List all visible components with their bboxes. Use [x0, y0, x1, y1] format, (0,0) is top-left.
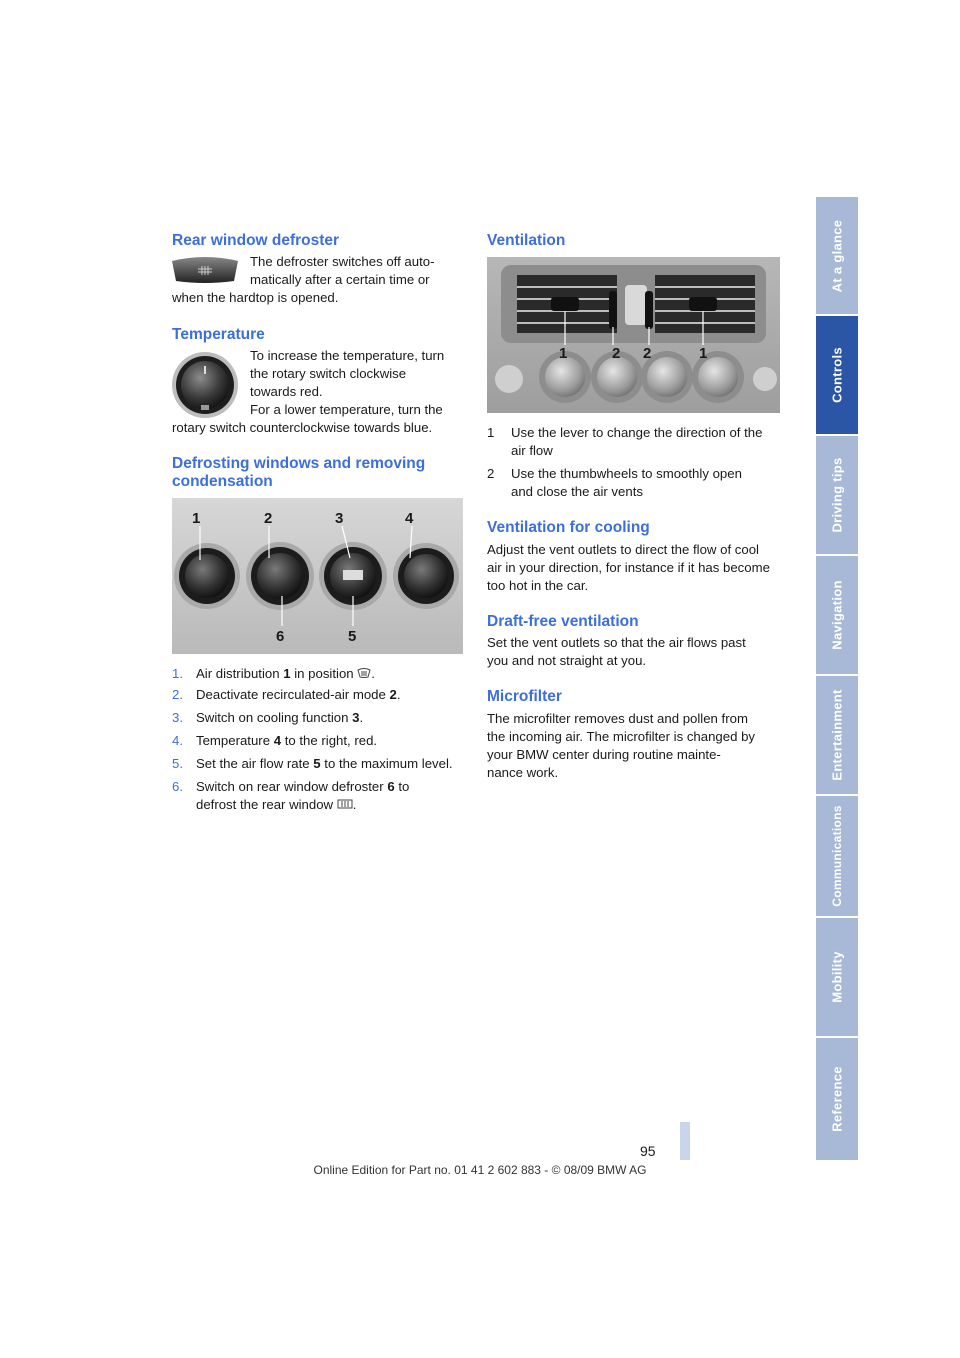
step-text: .	[371, 666, 375, 681]
tab-controls[interactable]	[816, 316, 858, 434]
callout-1: 1	[192, 510, 201, 527]
item-text: Use the thumbwheels to smoothly open	[511, 466, 742, 481]
tab-label: Communications	[830, 805, 844, 907]
rear-defroster-text-3: when the hardtop is opened.	[172, 290, 339, 305]
page-number: 95	[640, 1143, 656, 1159]
climate-control-panel-photo	[172, 498, 463, 654]
tab-label: Reference	[829, 1066, 845, 1132]
defrost-step-6	[172, 778, 472, 818]
step-number: 1.	[172, 666, 183, 681]
vent-callout-2-left: 2	[612, 345, 621, 362]
step-number: 2.	[172, 687, 183, 702]
step-text: defrost the rear window	[196, 797, 337, 812]
item-text: and close the air vents	[511, 484, 643, 499]
rear-window-defroster-icon	[337, 797, 353, 809]
tab-label: Entertainment	[829, 689, 845, 781]
callout-5: 5	[348, 628, 357, 645]
tab-label: Mobility	[829, 951, 845, 1003]
step-ref: 3	[352, 710, 360, 725]
step-number: 6.	[172, 779, 183, 794]
step-text: Temperature	[196, 733, 274, 748]
temperature-knob-image	[170, 350, 240, 420]
tab-label: Navigation	[829, 580, 845, 650]
air-distribution-windshield-icon	[357, 666, 371, 678]
step-ref: 6	[387, 779, 395, 794]
defrost-heading-line2: condensation	[172, 473, 273, 490]
step-text: .	[352, 797, 357, 812]
step-text: to	[394, 779, 410, 794]
microfilter-text-2: the incoming air. The microfilter is changed by	[487, 729, 756, 744]
step-text: .	[359, 710, 364, 725]
microfilter-text-3: your BMW center during routine mainte-	[487, 747, 721, 762]
callout-4: 4	[405, 510, 414, 527]
tab-reference[interactable]	[816, 1038, 858, 1160]
step-text: to the maximum level.	[320, 756, 453, 771]
temperature-text-2: the rotary switch clockwise	[250, 366, 407, 381]
air-vents-photo	[487, 257, 780, 413]
step-text: Deactivate recirculated-air mode	[196, 687, 390, 702]
step-number: 4.	[172, 733, 183, 748]
step-text: in position	[290, 666, 358, 681]
ventilation-cooling-heading: Ventilation for cooling	[487, 519, 650, 536]
callout-3: 3	[335, 510, 344, 527]
tab-entertainment[interactable]	[816, 676, 858, 794]
step-number: 3.	[172, 710, 183, 725]
footer-edition-text: Online Edition for Part no. 01 41 2 602 883 - © 08/09 BMW AG	[313, 1163, 647, 1177]
microfilter-text-4: nance work.	[487, 765, 559, 780]
step-ref: 2	[389, 687, 397, 702]
tab-communications[interactable]	[816, 796, 858, 916]
step-text: Air distribution	[196, 666, 284, 681]
rear-defroster-text-2: matically after a certain time or	[250, 272, 430, 287]
callout-6: 6	[276, 628, 285, 645]
tab-mobility[interactable]	[816, 918, 858, 1036]
tab-label: Driving tips	[829, 457, 845, 533]
draft-text-1: Set the vent outlets so that the air flows past	[487, 635, 746, 650]
microfilter-heading: Microfilter	[487, 688, 562, 705]
vent-callout-1-right: 1	[699, 345, 708, 362]
temperature-text-3: towards red.	[250, 384, 323, 399]
vent-callout-1-left: 1	[559, 345, 568, 362]
rear-defroster-button-image	[170, 255, 240, 285]
step-number: 5.	[172, 756, 183, 771]
draft-free-heading: Draft-free ventilation	[487, 613, 639, 630]
temperature-text-1: To increase the temperature, turn	[250, 348, 445, 363]
microfilter-text-1: The microfilter removes dust and pollen from	[487, 711, 748, 726]
tab-label: At a glance	[829, 219, 845, 292]
item-text: Use the lever to change the direction of the	[511, 425, 763, 440]
step-ref: 5	[313, 756, 321, 771]
step-text: Set the air flow rate	[196, 756, 314, 771]
vent-callout-2-right: 2	[643, 345, 652, 362]
item-number: 2	[487, 466, 495, 481]
rear-defroster-heading: Rear window defroster	[172, 232, 340, 249]
step-text: Switch on rear window defroster	[196, 779, 388, 794]
temperature-text-4: For a lower temperature, turn the	[250, 402, 443, 417]
step-text: Switch on cooling function	[196, 710, 353, 725]
tab-label: Controls	[829, 347, 845, 403]
callout-2: 2	[264, 510, 273, 527]
item-number: 1	[487, 425, 495, 440]
tab-at-a-glance[interactable]	[816, 197, 858, 314]
tab-navigation[interactable]	[816, 556, 858, 674]
step-text: .	[396, 687, 401, 702]
rear-defroster-text-1: The defroster switches off auto-	[250, 254, 435, 269]
cooling-text-1: Adjust the vent outlets to direct the flow of cool	[487, 542, 759, 557]
temperature-text-5: rotary switch counterclockwise towards blue.	[172, 420, 433, 435]
step-text: to the right, red.	[281, 733, 378, 748]
step-ref: 1	[283, 666, 291, 681]
item-text: air flow	[511, 443, 553, 458]
defrost-heading-line1: Defrosting windows and removing	[172, 455, 426, 472]
step-ref: 4	[273, 733, 282, 748]
cooling-text-2: air in your direction, for instance if it has become	[487, 560, 770, 575]
ventilation-heading: Ventilation	[487, 232, 566, 249]
page-number-marker	[680, 1122, 690, 1160]
draft-text-2: you and not straight at you.	[487, 653, 647, 668]
tab-driving-tips[interactable]	[816, 436, 858, 554]
cooling-text-3: too hot in the car.	[487, 578, 589, 593]
temperature-heading: Temperature	[172, 326, 265, 343]
